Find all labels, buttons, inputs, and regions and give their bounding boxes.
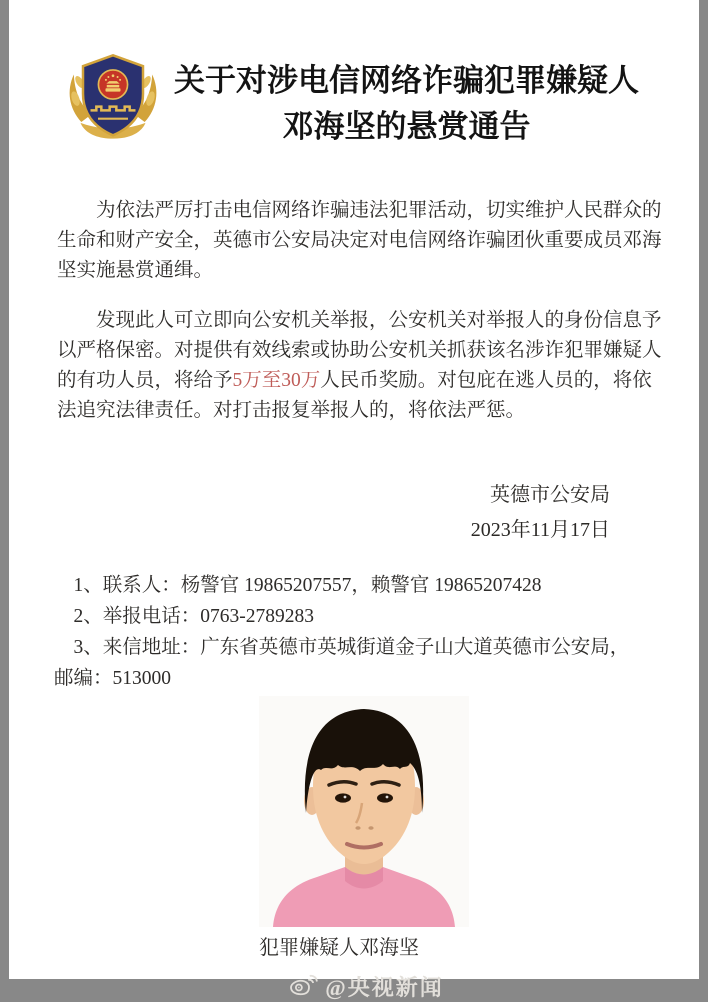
signature-block (9, 478, 699, 548)
issue-date: 2023年11月17日 (470, 518, 610, 541)
paragraph1-line3: 坚实施悬赏通缉。 (57, 260, 214, 281)
paragraph1-line2: 生命和财产安全，英德市公安局决定对电信网络诈骗团伙重要成员邓海 (57, 230, 662, 251)
paragraph-2 (57, 306, 663, 426)
postal-code: 邮编：513000 (54, 667, 172, 689)
reward-amount: 5万至30万 (232, 369, 321, 391)
issuing-agency: 英德市公安局 (490, 483, 610, 506)
paragraph2-line1: 发现此人可立即向公安机关举报，公安机关对举报人的身份信息予 (96, 309, 662, 331)
reward-text-pre: 的有功人员，将给予 (57, 369, 233, 391)
watermark (21, 971, 708, 1002)
notice-title (159, 58, 654, 150)
photo-caption: 犯罪嫌疑人邓海坚 (259, 936, 419, 959)
weibo-icon (288, 974, 318, 998)
reward-notice-document (9, 0, 699, 1000)
suspect-photo-figure (9, 696, 699, 927)
reward-text-post: 人民币奖励。对包庇在逃人员的，将依 (320, 369, 652, 391)
paragraph2-line3 (57, 366, 663, 396)
paragraph2-line2: 以严格保密。对提供有效线索或协助公安机关抓获该名涉诈犯罪嫌疑人 (57, 339, 662, 361)
notice-header (9, 0, 699, 160)
report-phone: 2、举报电话：0763-2789283 (73, 605, 314, 627)
mail-address: 3、来信地址：广东省英德市英城街道金子山大道英德市公安局， (73, 636, 630, 658)
suspect-portrait (259, 696, 469, 927)
paragraph2-line4: 法追究法律责任。对打击报复举报人的，将依法严惩。 (57, 399, 526, 421)
contact-list (9, 570, 699, 694)
notice-title-line1: 关于对涉电信网络诈骗犯罪嫌疑人 (174, 63, 639, 98)
contact-persons: 1、联系人：杨警官 19865207557，赖警官 19865207428 (73, 574, 542, 596)
police-badge-icon (63, 44, 163, 150)
paragraph-1 (57, 196, 663, 286)
notice-body (9, 196, 699, 426)
paragraph1-line1: 为依法严厉打击电信网络诈骗违法犯罪活动，切实维护人民群众的 (96, 200, 662, 221)
notice-title-line2: 邓海坚的悬赏通告 (282, 109, 531, 144)
watermark-text: @央视新闻 (325, 974, 444, 1000)
